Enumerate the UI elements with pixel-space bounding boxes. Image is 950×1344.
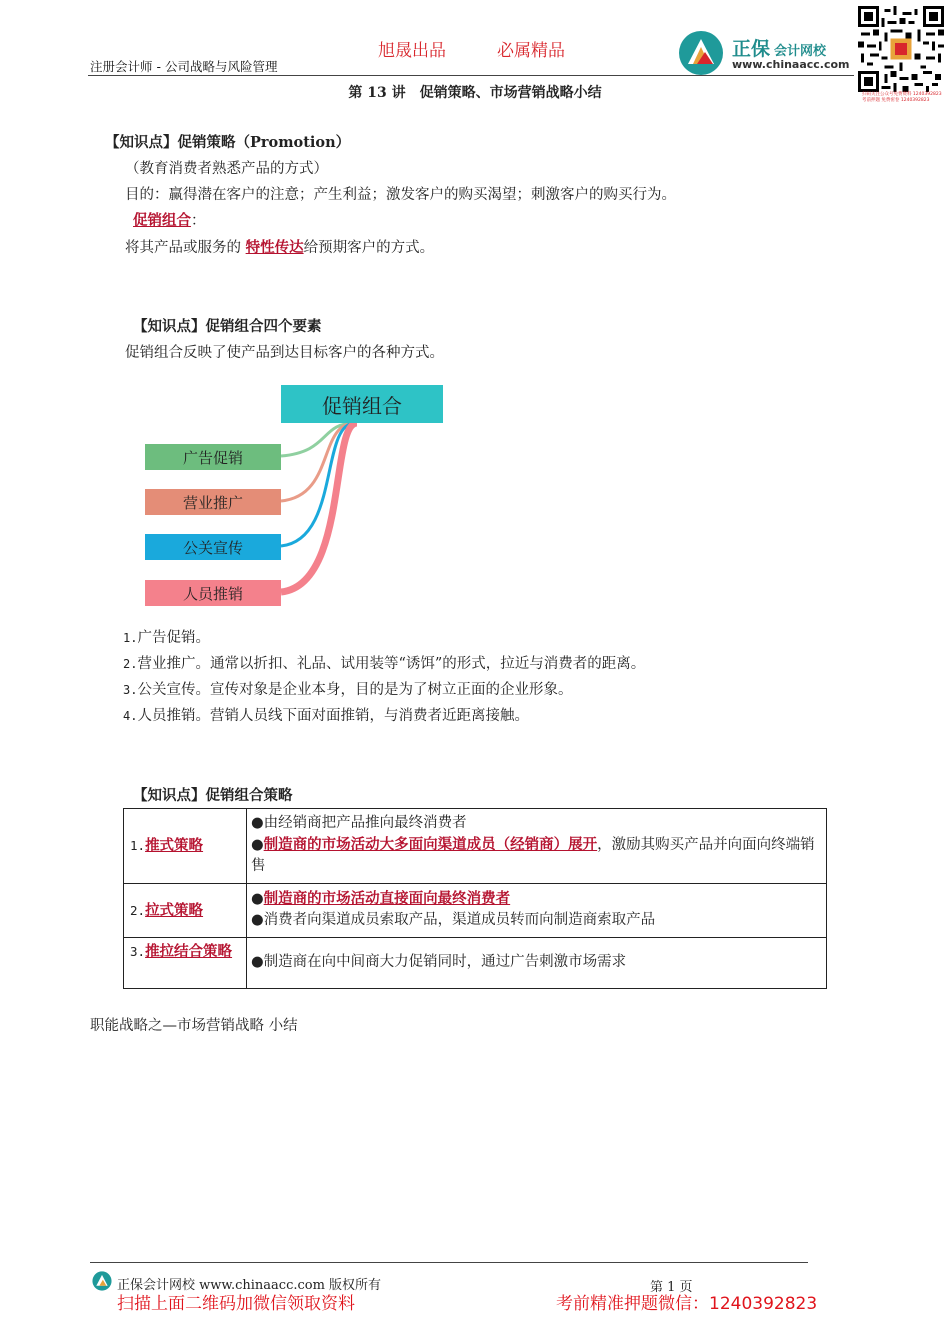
logo-url: www.chinaacc.com (732, 58, 850, 71)
qr-caption: 扫码关注公众号免费资料 1240392823 考前押题 免费密卷 1240392823 (862, 92, 942, 103)
list-text: 广告促销。 (137, 630, 210, 646)
footer-promo-right: 考前精准押题微信：1240392823 (556, 1294, 818, 1314)
strategy-desc-line (251, 888, 822, 910)
section-heading-promotion: 【知识点】促销策略（Promotion） (105, 134, 351, 151)
footer-page-number: 第 1 页 (650, 1280, 693, 1295)
diagram-node-personal-selling: 人员推销 (145, 580, 281, 606)
strategy-name: 拉式策略 (145, 901, 204, 919)
promotion-mix-term: 促销组合 (133, 212, 191, 229)
strategy-desc-highlight: 制造商的市场活动大多面向渠道成员（经销商）展开 (263, 836, 598, 853)
strategy-name: 推式策略 (145, 837, 204, 854)
strategy-desc-highlight: 制造商的市场活动直接面向最终消费者 (263, 890, 511, 907)
strategy-number: 2. (130, 902, 146, 918)
table-row (124, 938, 827, 989)
strategy-name: 推拉结合策略 (145, 943, 233, 960)
list-item (123, 654, 645, 674)
table-row (124, 884, 827, 938)
four-elements-intro: 促销组合反映了使产品到达目标客户的各种方式。 (125, 345, 444, 361)
strategy-name-cell (124, 809, 247, 884)
strategy-name-cell (124, 884, 247, 938)
promotion-mix-colon: ： (191, 213, 206, 229)
logo-brand-name: 正保 (732, 38, 771, 60)
promotion-subtitle: （教育消费者熟悉产品的方式） (125, 161, 328, 177)
strategy-desc-line: ●由经销商把产品推向最终消费者 (251, 815, 467, 831)
strategy-desc-cell (247, 884, 827, 938)
list-number: 4. (123, 709, 138, 723)
strategy-desc-line (251, 834, 822, 877)
definition-prefix: 将其产品或服务的 (125, 240, 246, 256)
header-slogan-2: 必属精品 (497, 41, 565, 61)
strategy-desc-line: ●消费者向渠道成员索取产品，渠道成员转而向制造商索取产品 (251, 912, 656, 928)
list-text: 营业推广。通常以折扣、礼品、试用装等“诱饵”的形式，拉近与消费者的距离。 (137, 656, 646, 672)
footer-promo-left: 扫描上面二维码加微信领取资料 (117, 1294, 355, 1314)
list-text: 公关宣传。宣传对象是企业本身，目的是为了树立正面的企业形象。 (137, 682, 573, 698)
list-item (123, 706, 529, 726)
summary-line: 职能战略之—市场营销战略 小结 (90, 1018, 298, 1034)
list-number: 3. (123, 683, 138, 697)
chinaacc-footer-logo-icon (92, 1271, 112, 1291)
header-slogan-1: 旭晟出品 (378, 41, 446, 61)
diagram-node-public-relations: 公关宣传 (145, 534, 281, 560)
table-row (124, 809, 827, 884)
definition-suffix: 给预期客户的方式。 (303, 240, 435, 256)
strategy-desc-rest: ，激励其购买产品并向面向终端销售 (251, 837, 815, 874)
logo-brand-sub: 会计网校 (774, 44, 827, 59)
section-heading-four-elements: 【知识点】促销组合四个要素 (133, 318, 322, 335)
strategy-name-cell (124, 938, 247, 989)
diagram-root-node: 促销组合 (281, 385, 443, 423)
strategy-number: 3. (130, 944, 146, 959)
bullet: ● (251, 891, 264, 907)
strategy-number: 1. (130, 838, 146, 853)
list-number: 1. (123, 631, 138, 645)
bullet: ● (251, 837, 264, 853)
strategy-desc-line: ●制造商在向中间商大力促销同时，通过广告刺激市场需求 (251, 953, 627, 970)
definition-highlight: 特性传达 (245, 239, 304, 256)
list-text: 人员推销。营销人员线下面对面推销，与消费者近距离接触。 (137, 708, 529, 724)
doc-series-title: 注册会计师 - 公司战略与风险管理 (90, 59, 278, 74)
diagram-node-advertising: 广告促销 (145, 444, 281, 470)
strategy-desc-cell (247, 938, 827, 989)
lecture-title: 第 13 讲 促销策略、市场营销战略小结 (348, 85, 602, 101)
list-item (123, 628, 210, 648)
diagram-node-sales-promotion: 营业推广 (145, 489, 281, 515)
list-number: 2. (123, 657, 138, 671)
footer-divider (90, 1262, 808, 1263)
strategy-table (123, 808, 827, 989)
section-heading-strategies: 【知识点】促销组合策略 (133, 787, 293, 804)
promotion-purpose: 目的：赢得潜在客户的注意；产生利益；激发客户的购买渴望；刺激客户的购买行为。 (125, 187, 676, 203)
footer-copyright: 正保会计网校 www.chinaacc.com 版权所有 (117, 1278, 382, 1293)
list-item (123, 680, 572, 700)
strategy-desc-cell (247, 809, 827, 884)
